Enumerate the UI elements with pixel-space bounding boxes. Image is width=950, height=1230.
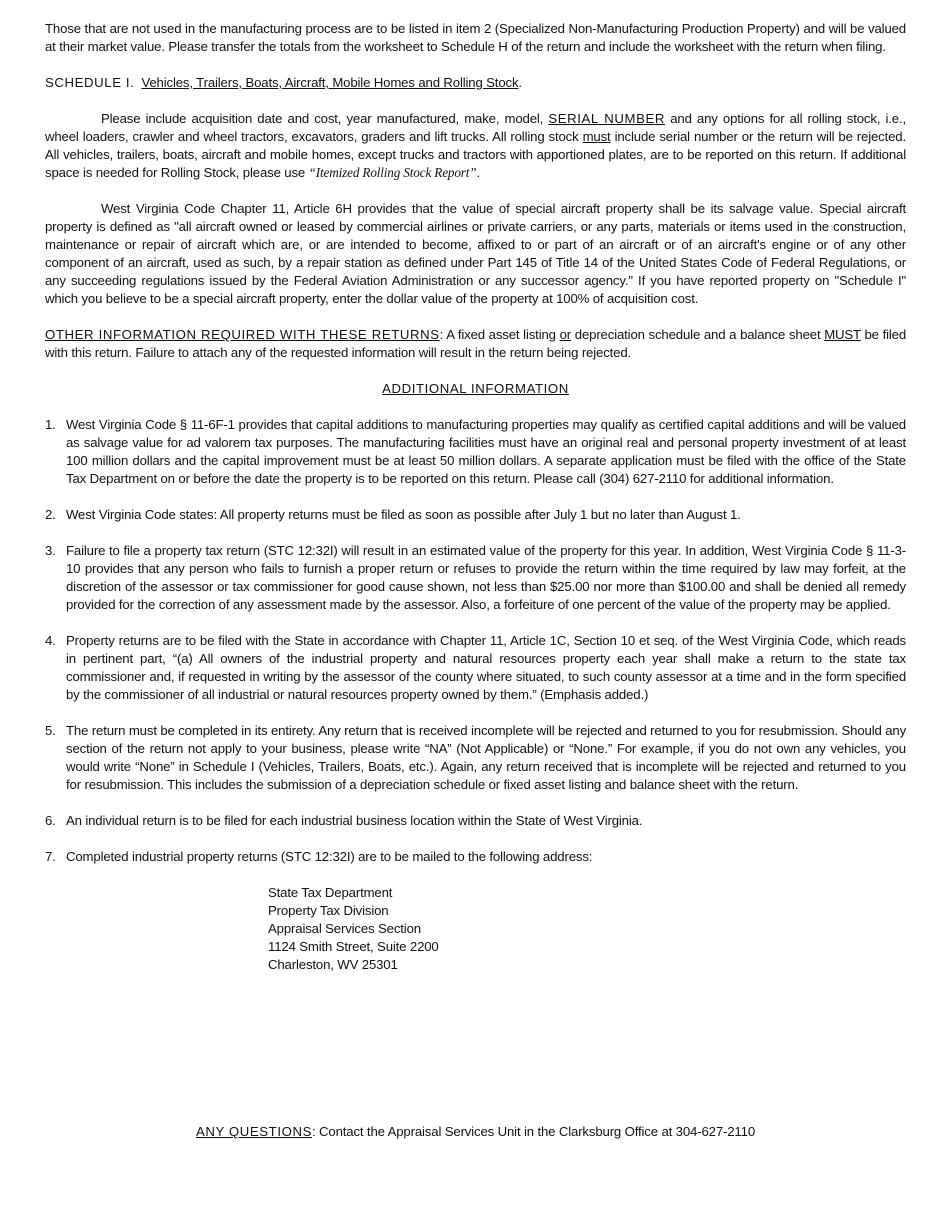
additional-information-heading [45, 380, 906, 398]
list-item [45, 632, 906, 704]
schedule-i-title: Vehicles, Trailers, Boats, Aircraft, Mobile Homes and Rolling Stock [141, 75, 519, 90]
list-item-number: 7. [45, 849, 56, 864]
address-line-division: Property Tax Division [268, 903, 389, 918]
other-info-text-a: : A fixed asset listing [439, 327, 556, 342]
list-item-number: 6. [45, 813, 56, 828]
list-item [45, 542, 906, 614]
address-line-street: 1124 Smith Street, Suite 2200 [268, 939, 439, 954]
must-caps-emphasis: MUST [824, 327, 861, 342]
list-item-number: 5. [45, 723, 56, 738]
rolling-stock-report-title: “Itemized Rolling Stock Report” [308, 165, 477, 180]
other-info-text-c: be filed with this return. Failure to attach any of the requested information will result in the return being rejected. [45, 327, 907, 360]
must-emphasis: must [582, 129, 611, 144]
list-item [45, 506, 906, 524]
other-information-paragraph [45, 326, 906, 362]
list-item-text: Completed industrial property returns (STC 12:32I) are to be mailed to the following address: [66, 849, 593, 864]
or-emphasis: or [559, 327, 572, 342]
schedule-i-p1-text-c: include serial number or the return will be rejected. All vehicles, trailers, boats, aircraft and mobile homes, except trucks and tractors with apportioned plates, are to be reported on this return. If additional space is needed for Rolling Stock, please use [45, 129, 907, 180]
list-item [45, 848, 906, 866]
list-item-text: West Virginia Code states: All property returns must be filed as soon as possible after July 1 but no later than August 1. [66, 507, 741, 522]
any-questions-footer [45, 1123, 906, 1141]
list-item-text: Failure to file a property tax return (STC 12:32I) will result in an estimated value of the property for this year. In addition, West Virginia Code § 11-3-10 provides that any person who fails to furnish a proper return or refuses to provide the return within the time required by law may forfeit, at the discretion of the assessor or tax commissioner for good cause shown, not less than $25.00 nor more than $100.00 and shall be denied all remedy provided for the correction of any assessment made by the assessor. Also, a forfeiture of one percent of the value of the property may be applied. [66, 543, 906, 612]
address-line-city: Charleston, WV 25301 [268, 957, 398, 972]
schedule-i-p1-text-b: and any options for all rolling stock, i.e., wheel loaders, crawler and wheel tractors, excavators, graders and lift trucks. All rolling stock [45, 111, 906, 144]
list-item-text: Property returns are to be filed with the State in accordance with Chapter 11, Article 1C, Section 10 et seq. of the West Virginia Code, which reads in pertinent part, “(a) All owners of the industrial property and natural resources property each year shall make a return to the state tax commissioner and, if requested in writing by the assessor of the county where situated, to such county assessor at a time and in the form specified by the commissioner of all industrial or natural resources property owned by them.” (Emphasis added.) [66, 633, 906, 702]
address-line-section: Appraisal Services Section [268, 921, 421, 936]
schedule-i-paragraph-2: West Virginia Code Chapter 11, Article 6H provides that the value of special aircraft property shall be its salvage value. Special aircraft property is defined as "all aircraft owned or leased by commercial airlines or private carriers, or any parts, materials or items used in the construction, maintenance or repair of aircraft which are, or are intended to become, affixed to or part of an aircraft or of an aircraft's engine or of any other component of an aircraft, used as such, by a repair station as defined under Part 145 of Title 14 of the United States Code of Federal Regulations, or any succeeding regulations issued by the Federal Aviation Administration or any successor agency." If you have reported property on "Schedule I" which you believe to be a special aircraft property, enter the dollar value of the property at 100% of acquisition cost. [45, 201, 906, 306]
list-item-number: 3. [45, 543, 56, 558]
list-item [45, 812, 906, 830]
list-item [45, 722, 906, 794]
list-item-number: 2. [45, 507, 56, 522]
list-item [45, 416, 906, 488]
schedule-i-p1-text-a: Please include acquisition date and cost, year manufactured, make, model, [101, 111, 544, 126]
list-item-text: An individual return is to be filed for each industrial business location within the State of West Virginia. [66, 813, 643, 828]
intro-paragraph: Those that are not used in the manufacturing process are to be listed in item 2 (Specialized Non-Manufacturing Production Property) and will be valued at their market value. Please transfer the totals from the worksheet to Schedule H of the return and include the worksheet with the return when filing. [45, 21, 906, 54]
schedule-i-label: SCHEDULE I. [45, 75, 135, 90]
list-item-text: West Virginia Code § 11-6F-1 provides that capital additions to manufacturing properties may qualify as certified capital additions and will be valued as salvage value for ad valorem tax purposes. The manufacturing facilities must have an original real and personal property investment of at least 100 million dollars and the capital improvement must be at least 50 million dollars. A separate application must be filed with the office of the State Tax Department on or before the date the property is to be reported on this return. Please call (304) 627-2110 for additional information. [66, 417, 906, 486]
address-line-department: State Tax Department [268, 885, 393, 900]
other-info-text-b: depreciation schedule and a balance sheet [574, 327, 821, 342]
list-item-number: 4. [45, 633, 56, 648]
additional-information-title: ADDITIONAL INFORMATION [382, 381, 569, 396]
document-page [45, 20, 907, 1140]
list-item-text: The return must be completed in its entirety. Any return that is received incomplete will be rejected and returned to you for resubmission. Should any section of the return not apply to your business, please write “NA” (Not Applicable) or “None.” For example, if you do not own any vehicles, you would write “None” in Schedule I (Vehicles, Trailers, Boats, etc.). Again, any return received that is incomplete will be rejected and returned to you for resubmission. This includes the submission of a depreciation schedule or fixed asset listing and balance sheet with the return. [66, 723, 907, 792]
schedule-i-heading: SCHEDULE I. Vehicles, Trailers, Boats, Aircraft, Mobile Homes and Rolling Stock. [45, 75, 522, 90]
list-item-number: 1. [45, 417, 56, 432]
any-questions-text: : Contact the Appraisal Services Unit in the Clarksburg Office at 304-627-2110 [311, 1124, 756, 1140]
schedule-i-paragraph-1: Please include acquisition date and cost, year manufactured, make, model, SERIAL NUMBER and any options for all rolling stock, i.e., wheel loaders, crawler and wheel tractors, excavators, graders and lift trucks. All rolling stock must include serial number or the return will be rejected. All vehicles, trailers, boats, aircraft and mobile homes, except trucks and tractors with apportioned plates, are to be reported on this return. If additional space is needed for Rolling Stock, please use “Itemized Rolling Stock Report”. [45, 111, 907, 180]
additional-information-list [45, 416, 906, 866]
any-questions-label: ANY QUESTIONS [195, 1124, 312, 1140]
serial-number-emphasis: SERIAL NUMBER [548, 111, 666, 126]
other-information-heading: OTHER INFORMATION REQUIRED WITH THESE RETURNS [45, 327, 440, 342]
mailing-address [268, 884, 906, 974]
